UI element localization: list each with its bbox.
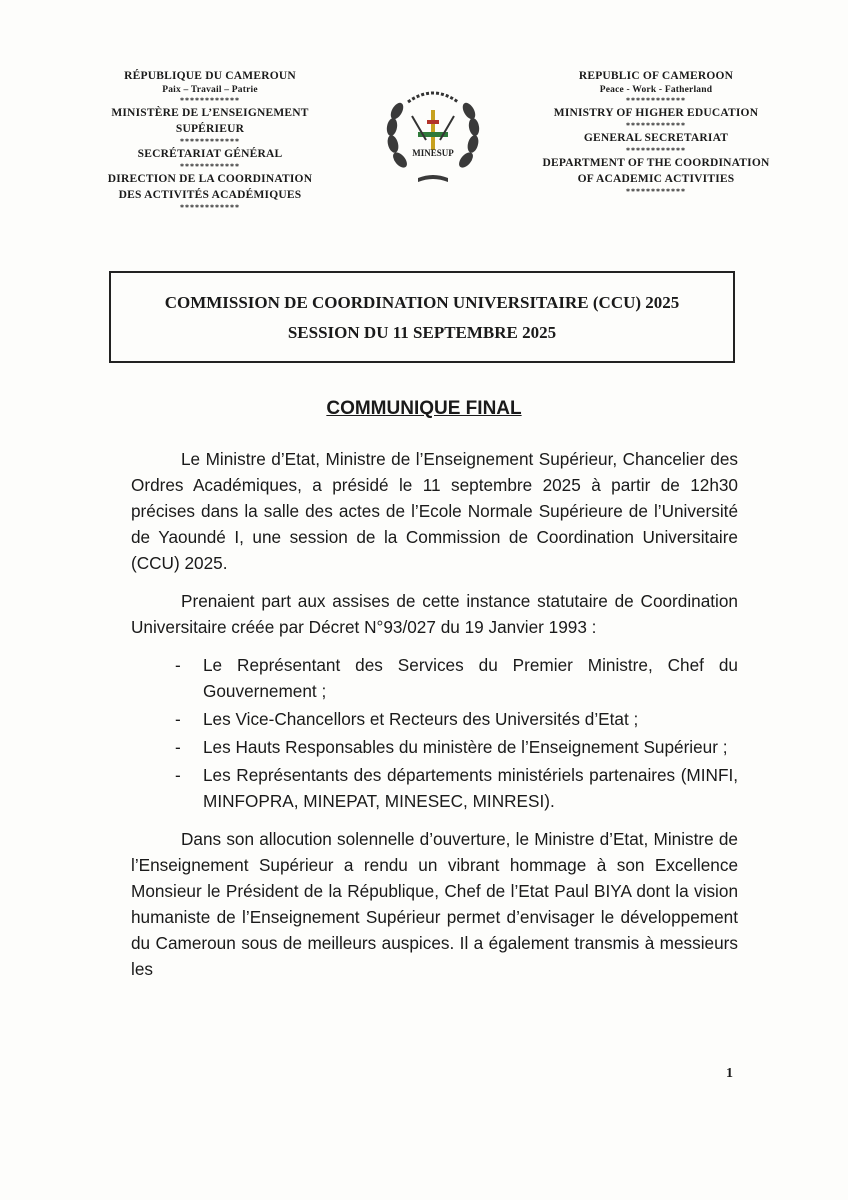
minesup-emblem-icon xyxy=(378,80,488,190)
list-item: - Les Vice-Chancellors et Recteurs des Universités d’Etat ; xyxy=(131,706,738,732)
direction-fr-line1: DIRECTION DE LA COORDINATION xyxy=(107,173,313,185)
participants-list xyxy=(131,652,738,814)
motto-en: Peace - Work - Fatherland xyxy=(599,85,713,95)
title-line2: SESSION DU 11 SEPTEMBRE 2025 xyxy=(287,323,557,342)
stars-separator: ************ xyxy=(180,203,240,212)
stars-separator: ************ xyxy=(180,137,240,146)
heading-text: COMMUNIQUE FINAL xyxy=(326,398,522,419)
paragraph-2: Prenaient part aux assises de cette instance statutaire de Coordination Universitaire créée par Décret N°93/027 du 19 Janvier 1993 : xyxy=(131,591,738,637)
stars-separator: ************ xyxy=(180,162,240,171)
department-en-line2: OF ACADEMIC ACTIVITIES xyxy=(577,173,735,185)
title-line1: COMMISSION DE COORDINATION UNIVERSITAIRE (CCU) 2025 xyxy=(164,293,680,312)
ministry-en: MINISTRY OF HIGHER EDUCATION xyxy=(553,107,759,119)
country-en: REPUBLIC OF CAMEROON xyxy=(578,70,734,82)
stars-separator: ************ xyxy=(180,96,240,105)
list-dash: - xyxy=(175,709,181,729)
secretariat-en: GENERAL SECRETARIAT xyxy=(583,132,729,144)
header-left xyxy=(90,68,330,212)
list-dash: - xyxy=(175,765,181,785)
list-dash: - xyxy=(175,655,181,675)
stars-separator: ************ xyxy=(626,96,686,105)
paragraph-1: Le Ministre d’Etat, Ministre de l’Enseignement Supérieur, Chancelier des Ordres Académiques, a présidé le 11 septembre 2025 à partir de 12h30 précises dans la salle des actes de l’Ecole Normale Supérieure de l’Université de Yaoundé I, une session de la Commission de Coordination Universitaire (CCU) 2025. xyxy=(131,449,738,573)
stars-separator: ************ xyxy=(626,146,686,155)
stars-separator: ************ xyxy=(626,187,686,196)
ministry-fr-line1: MINISTÈRE DE L’ENSEIGNEMENT xyxy=(111,107,309,119)
document-body xyxy=(131,446,738,994)
session-title-box xyxy=(109,271,735,363)
stars-separator: ************ xyxy=(626,121,686,130)
list-item: - Le Représentant des Services du Premier Ministre, Chef du Gouvernement ; xyxy=(131,652,738,704)
direction-fr-line2: DES ACTIVITÉS ACADÉMIQUES xyxy=(118,189,302,201)
ministry-fr-line2: SUPÉRIEUR xyxy=(175,123,245,135)
secretariat-fr: SECRÉTARIAT GÉNÉRAL xyxy=(137,148,283,160)
document-heading xyxy=(0,398,848,420)
list-dash: - xyxy=(175,737,181,757)
department-en-line1: DEPARTMENT OF THE COORDINATION xyxy=(542,157,770,169)
emblem-label: MINESUP xyxy=(412,148,454,158)
list-item: - Les Hauts Responsables du ministère de l’Enseignement Supérieur ; xyxy=(131,734,738,760)
page-number: 1 xyxy=(726,1066,733,1081)
header-right xyxy=(536,68,776,196)
paragraph-3: Dans son allocution solennelle d’ouverture, le Ministre d’Etat, Ministre de l’Enseignement Supérieur a rendu un vibrant hommage à son Excellence Monsieur le Président de la République, Chef de l’Etat Paul BIYA dont la vision humaniste de l’Enseignement Supérieur permet d’envisager le développement du Cameroun sous de meilleurs auspices. Il a également transmis à messieurs les xyxy=(131,829,738,979)
list-item: - Les Représentants des départements ministériels partenaires (MINFI, MINFOPRA, MINEPAT, MINESEC, MINRESI). xyxy=(131,762,738,814)
motto-fr: Paix – Travail – Patrie xyxy=(162,85,258,95)
country-fr: RÉPUBLIQUE DU CAMEROUN xyxy=(124,70,296,82)
